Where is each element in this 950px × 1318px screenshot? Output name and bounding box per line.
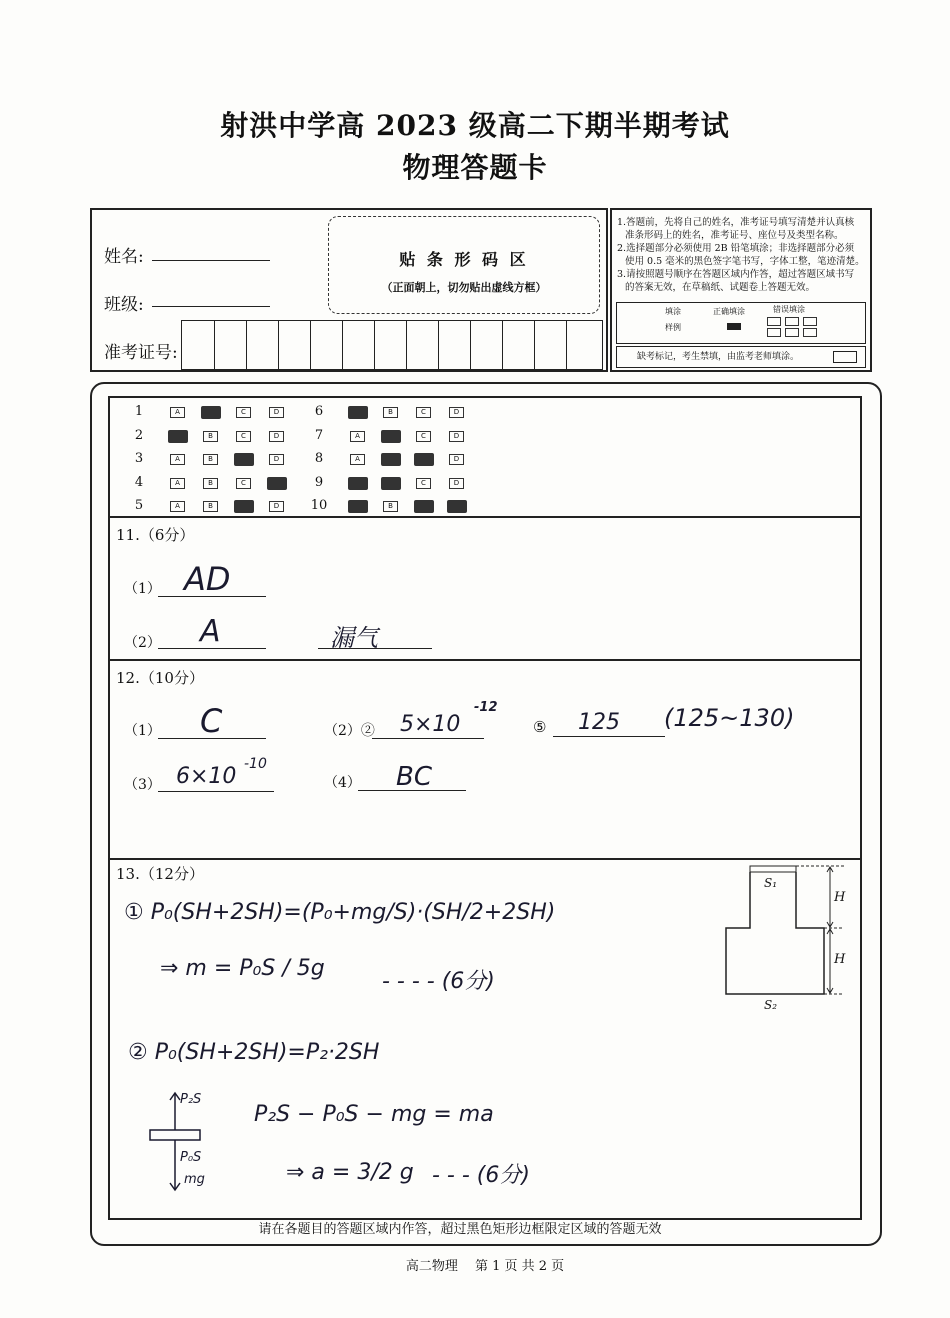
- mcq-option-c[interactable]: [234, 500, 254, 513]
- class-field[interactable]: [152, 306, 270, 307]
- mcq-number: 10: [310, 498, 328, 513]
- divider: [108, 858, 860, 860]
- exam-id-grid[interactable]: [181, 320, 603, 370]
- mcq-option-c[interactable]: [414, 500, 434, 513]
- fig-s1-label: S₁: [764, 876, 778, 890]
- mcq-option-d[interactable]: D: [269, 454, 284, 465]
- mcq-option-a[interactable]: A: [170, 478, 185, 489]
- page-footer: 高二物理 第 1 页 共 2 页: [405, 1259, 565, 1274]
- mcq-option-b[interactable]: B: [203, 454, 218, 465]
- q12-p3-blank[interactable]: [158, 791, 274, 792]
- barcode-title: 贴 条 形 码 区: [399, 250, 529, 269]
- mcq-option-c[interactable]: C: [416, 407, 431, 418]
- correct-fill-sample: [727, 323, 741, 330]
- fbd-top-label: P₂S: [180, 1092, 202, 1107]
- q12-p2b-range: (125~130): [664, 704, 795, 732]
- mcq-option-d[interactable]: D: [269, 431, 284, 442]
- q13-line1: ① P₀(SH+2SH)=(P₀+mg/S)·(SH/2+2SH): [124, 900, 556, 925]
- mcq-option-b[interactable]: B: [203, 501, 218, 512]
- barcode-area: [328, 216, 600, 314]
- q11-header: 11.（6分）: [116, 526, 195, 544]
- sheet-title: 物理答题卡: [402, 151, 548, 184]
- q13-line4: P₂S − P₀S − mg = ma: [254, 1102, 494, 1127]
- mcq-option-d[interactable]: D: [449, 431, 464, 442]
- free-body-diagram: [132, 1090, 222, 1200]
- mcq-option-d[interactable]: D: [269, 407, 284, 418]
- q13-score2: - - - (6分): [432, 1163, 530, 1188]
- mcq-number: 4: [134, 474, 144, 490]
- exam-id-label: 准考证号:: [104, 343, 178, 363]
- mcq-option-b[interactable]: B: [203, 431, 218, 442]
- class-label: 班级:: [104, 295, 144, 315]
- mcq-number: 2: [134, 427, 144, 443]
- fig-s2-label: S₂: [764, 998, 778, 1012]
- fbd-mg-label: mg: [184, 1172, 205, 1187]
- mcq-option-a[interactable]: A: [170, 407, 185, 418]
- q12-header: 12.（10分）: [116, 669, 204, 687]
- mcq-number: 3: [134, 451, 144, 466]
- name-field[interactable]: [152, 260, 270, 261]
- q13-line2: ⇒ m = P₀S / 5g: [160, 956, 325, 981]
- mcq-option-c[interactable]: C: [416, 478, 431, 489]
- mcq-option-d[interactable]: D: [269, 501, 284, 512]
- q12-p1-label: （1）: [124, 723, 161, 739]
- mcq-option-a[interactable]: A: [350, 431, 365, 442]
- answer-area-warning: 请在各题目的答题区域内作答，超过黑色矩形边框限定区域的答题无效: [258, 1222, 662, 1237]
- q11-p2-answer: A: [200, 614, 221, 649]
- mcq-option-b[interactable]: [381, 477, 401, 490]
- mcq-option-d[interactable]: D: [449, 478, 464, 489]
- mcq-option-c[interactable]: C: [236, 407, 251, 418]
- container-figure: [720, 862, 854, 1016]
- q12-p1-answer: C: [200, 702, 223, 740]
- q12-p2-exp: -12: [474, 700, 498, 715]
- mcq-option-b[interactable]: B: [383, 407, 398, 418]
- q13-header: 13.（12分）: [116, 865, 204, 883]
- q12-p2b-answer: 125: [578, 710, 620, 735]
- mcq-option-b[interactable]: [201, 406, 221, 419]
- q12-p2b-label: ⑤: [533, 718, 547, 736]
- mcq-number: 8: [314, 451, 324, 466]
- mcq-option-d[interactable]: D: [449, 454, 464, 465]
- q12-p2b-blank[interactable]: [553, 736, 665, 737]
- name-label: 姓名:: [104, 247, 144, 267]
- divider: [108, 659, 860, 661]
- mcq-number: 7: [314, 427, 324, 443]
- q12-p4-answer: BC: [396, 762, 432, 792]
- q12-p3-label: （3）: [124, 777, 161, 793]
- mcq-option-a[interactable]: [168, 430, 188, 443]
- mcq-option-c[interactable]: C: [236, 478, 251, 489]
- fig-h2-label: H: [834, 952, 846, 967]
- q11-p1-label: （1）: [124, 581, 161, 597]
- mcq-option-b[interactable]: B: [383, 501, 398, 512]
- mcq-option-d[interactable]: D: [449, 407, 464, 418]
- exam-title: 射洪中学高 2023 级高二下期半期考试: [220, 109, 730, 142]
- q12-p2-answer: 5×10: [400, 712, 461, 737]
- instructions-box: [610, 208, 872, 372]
- mcq-option-a[interactable]: [348, 406, 368, 419]
- mcq-option-b[interactable]: [381, 430, 401, 443]
- mcq-option-c[interactable]: C: [416, 431, 431, 442]
- fbd-p0s-label: P₀S: [180, 1150, 202, 1165]
- mcq-number: 1: [134, 404, 144, 419]
- mcq-option-d[interactable]: [267, 477, 287, 490]
- q12-p4-label: （4）: [324, 775, 361, 791]
- absent-mark-row: 缺考标记，考生禁填，由监考老师填涂。: [616, 346, 866, 368]
- mcq-option-b[interactable]: B: [203, 478, 218, 489]
- mcq-option-a[interactable]: A: [350, 454, 365, 465]
- mcq-option-c[interactable]: [414, 453, 434, 466]
- q12-p2-label: （2）②: [324, 723, 375, 739]
- mcq-number: 5: [134, 498, 144, 513]
- fill-example: 填涂 样例 正确填涂 错误填涂: [616, 302, 866, 344]
- mcq-option-a[interactable]: [348, 500, 368, 513]
- mcq-option-a[interactable]: A: [170, 501, 185, 512]
- mcq-number: 9: [314, 474, 324, 490]
- fig-h1-label: H: [834, 890, 846, 905]
- mcq-option-a[interactable]: A: [170, 454, 185, 465]
- mcq-option-a[interactable]: [348, 477, 368, 490]
- q12-p3-answer: 6×10: [176, 764, 237, 789]
- mcq-option-c[interactable]: [234, 453, 254, 466]
- mcq-option-c[interactable]: C: [236, 431, 251, 442]
- mcq-option-d[interactable]: [447, 500, 467, 513]
- mcq-option-b[interactable]: [381, 453, 401, 466]
- q12-p3-exp: -10: [244, 756, 267, 772]
- mcq-section: [110, 398, 856, 516]
- q11-p2-label: （2）: [124, 635, 161, 651]
- student-info-box: [90, 208, 608, 372]
- barcode-note: （正面朝上，切勿贴出虚线方框）: [381, 281, 547, 294]
- q13-line3: ② P₀(SH+2SH)=P₂·2SH: [128, 1040, 380, 1065]
- instructions-text: 1.答题前，先将自己的姓名，准考证号填写清楚并认真核 准条形码上的姓名，准考证号、座位号及类型名称。 2.选择题部分必须使用 2B 铅笔填涂；非选择题部分必须 使用 0.5 毫米的黑色签字笔书写，字体工整，笔迹清楚。 3.请按照题号顺序在答题区域内作答，超过答题区域书写 的答案无效，在草稿纸、试题卷上答题无效。: [617, 217, 865, 293]
- divider: [108, 516, 860, 518]
- q11-p2-extra: 漏气: [330, 624, 378, 652]
- q12-p2-blank[interactable]: [372, 738, 484, 739]
- q13-score1: - - - - (6分): [382, 969, 495, 994]
- q11-p1-answer: AD: [184, 560, 231, 598]
- q13-line5: ⇒ a = 3/2 g: [286, 1160, 414, 1185]
- absent-mark-box[interactable]: [833, 351, 857, 363]
- mcq-number: 6: [314, 404, 324, 419]
